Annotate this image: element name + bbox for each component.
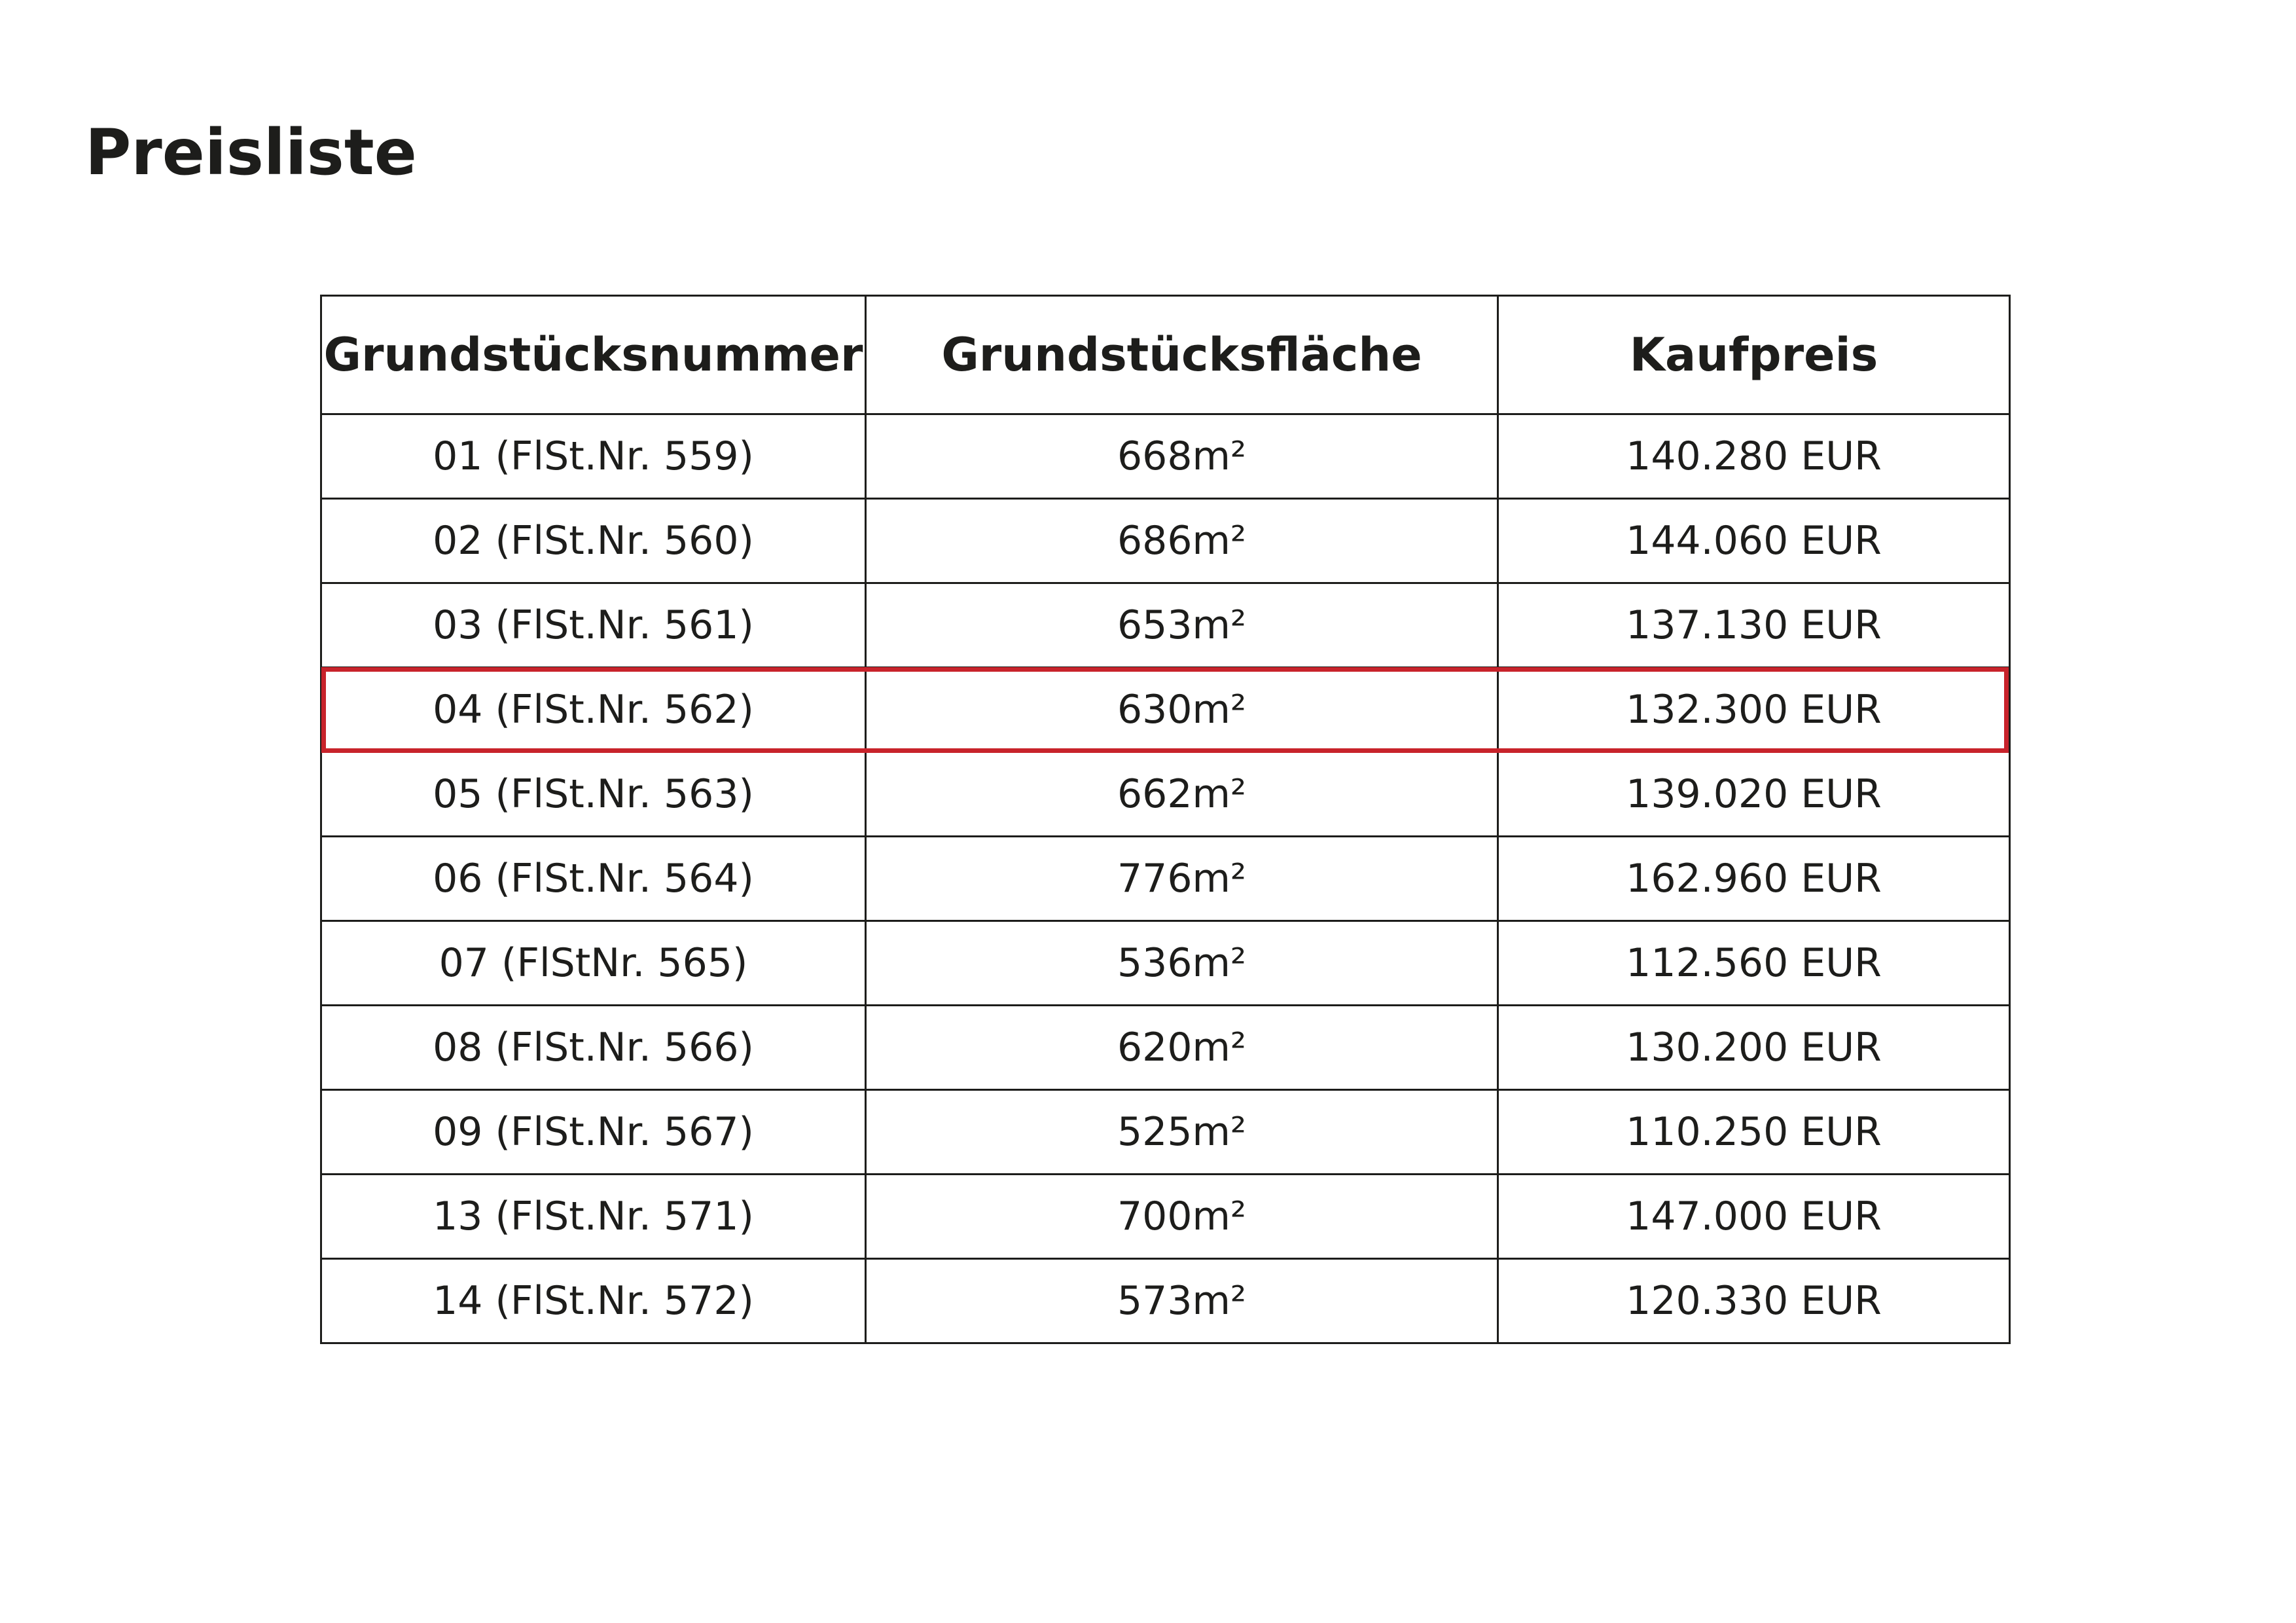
plot-area-cell: 620m²: [866, 1006, 1498, 1090]
table-row: [321, 583, 2010, 668]
purchase-price-cell: 110.250 EUR: [1498, 1090, 2010, 1175]
plot-area-cell: 630m²: [866, 668, 1498, 752]
plot-area-cell: 700m²: [866, 1175, 1498, 1259]
plot-number-cell: 02 (FlSt.Nr. 560): [321, 499, 866, 583]
purchase-price-cell: 147.000 EUR: [1498, 1175, 2010, 1259]
column-header-plot-area: Grundstücksfläche: [866, 296, 1498, 414]
plot-number-cell: 14 (FlSt.Nr. 572): [321, 1259, 866, 1343]
purchase-price-cell: 120.330 EUR: [1498, 1259, 2010, 1343]
plot-number-cell: 04 (FlSt.Nr. 562): [321, 668, 866, 752]
column-header-purchase-price: Kaufpreis: [1498, 296, 2010, 414]
plot-number-cell: 07 (FlStNr. 565): [321, 921, 866, 1006]
plot-area-cell: 668m²: [866, 414, 1498, 499]
plot-area-cell: 776m²: [866, 837, 1498, 921]
plot-number-cell: 08 (FlSt.Nr. 566): [321, 1006, 866, 1090]
table-row: [321, 414, 2010, 499]
plot-number-cell: 01 (FlSt.Nr. 559): [321, 414, 866, 499]
plot-number-cell: 06 (FlSt.Nr. 564): [321, 837, 866, 921]
table-header: [321, 296, 2010, 414]
table-row: [321, 837, 2010, 921]
table-row: [321, 752, 2010, 837]
table-header-row: [321, 296, 2010, 414]
table-row: [321, 499, 2010, 583]
table-row: [321, 1006, 2010, 1090]
price-table: [320, 295, 2011, 1344]
plot-area-cell: 573m²: [866, 1259, 1498, 1343]
plot-number-cell: 09 (FlSt.Nr. 567): [321, 1090, 866, 1175]
purchase-price-cell: 140.280 EUR: [1498, 414, 2010, 499]
purchase-price-cell: 144.060 EUR: [1498, 499, 2010, 583]
column-header-plot-number: Grundstücksnummer: [321, 296, 866, 414]
purchase-price-cell: 132.300 EUR: [1498, 668, 2010, 752]
purchase-price-cell: 139.020 EUR: [1498, 752, 2010, 837]
purchase-price-cell: 162.960 EUR: [1498, 837, 2010, 921]
purchase-price-cell: 112.560 EUR: [1498, 921, 2010, 1006]
table-row: [321, 1175, 2010, 1259]
table-body: [321, 414, 2010, 1343]
table-row: [321, 1090, 2010, 1175]
plot-area-cell: 662m²: [866, 752, 1498, 837]
plot-area-cell: 536m²: [866, 921, 1498, 1006]
purchase-price-cell: 130.200 EUR: [1498, 1006, 2010, 1090]
table-row: [321, 921, 2010, 1006]
purchase-price-cell: 137.130 EUR: [1498, 583, 2010, 668]
page-title: Preisliste: [85, 116, 417, 189]
plot-area-cell: 653m²: [866, 583, 1498, 668]
plot-number-cell: 13 (FlSt.Nr. 571): [321, 1175, 866, 1259]
plot-number-cell: 05 (FlSt.Nr. 563): [321, 752, 866, 837]
table-row: [321, 1259, 2010, 1343]
table-row-highlighted: [321, 668, 2010, 752]
plot-area-cell: 686m²: [866, 499, 1498, 583]
plot-area-cell: 525m²: [866, 1090, 1498, 1175]
plot-number-cell: 03 (FlSt.Nr. 561): [321, 583, 866, 668]
